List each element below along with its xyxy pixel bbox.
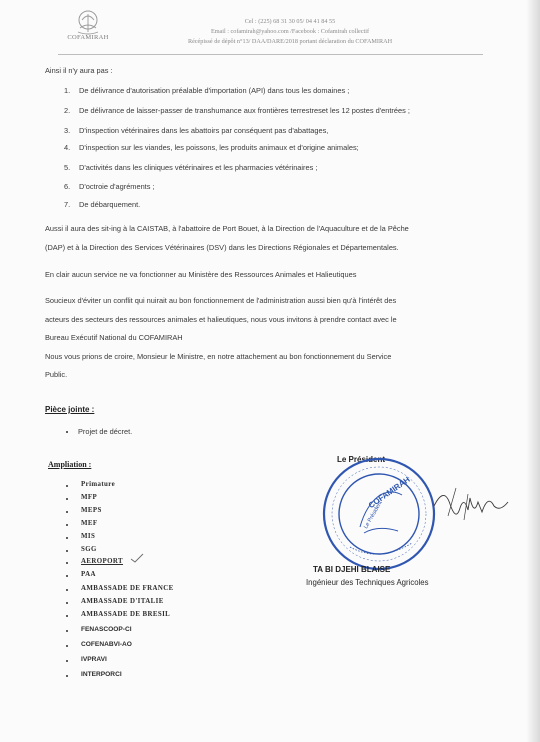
bullet-icon bbox=[66, 630, 68, 632]
header-line-email: Email : cofamirah@yahoo.com /Facebook : Cofamirah collectif bbox=[210, 28, 370, 35]
official-stamp-icon bbox=[320, 455, 438, 573]
ampliation-heading: Ampliation : bbox=[48, 460, 92, 469]
logo-text: COFAMIRAH bbox=[67, 34, 109, 41]
list-item: MFP bbox=[81, 494, 98, 501]
bullet-icon bbox=[66, 589, 68, 591]
list-number: 4. bbox=[64, 143, 71, 152]
list-item: PAA bbox=[81, 571, 96, 578]
bullet-icon bbox=[66, 602, 68, 604]
signatory-title: Ingénieur des Techniques Agricoles bbox=[306, 578, 429, 587]
list-item: D'inspection sur les viandes, les poissons, les produits animaux et d'origine animales; bbox=[79, 143, 359, 152]
list-item: IVPRAVI bbox=[81, 656, 107, 663]
list-item: AMBASSADE D'ITALIE bbox=[81, 598, 164, 605]
bullet-icon bbox=[66, 550, 68, 552]
list-item: AMBASSADE DE FRANCE bbox=[81, 585, 174, 592]
checkmark-icon bbox=[130, 553, 144, 563]
list-item: COFENABVI-AO bbox=[81, 641, 132, 648]
list-item: INTERPORCI bbox=[81, 671, 122, 678]
paragraph-line: Nous vous prions de croire, Monsieur le Ministre, en notre attachement au bon fonctionnement du Service bbox=[45, 352, 392, 361]
handwritten-signature-icon bbox=[430, 476, 510, 536]
bullet-icon bbox=[66, 511, 68, 513]
list-number: 1. bbox=[64, 86, 71, 95]
bullet-icon bbox=[66, 431, 68, 433]
paragraph-line: acteurs des secteurs des ressources animales et halieutiques, nous vous invitons à prendre contact avec le bbox=[45, 315, 397, 324]
bullet-icon bbox=[66, 562, 68, 564]
list-item: MIS bbox=[81, 533, 96, 540]
bullet-icon bbox=[66, 675, 68, 677]
stamp-text: COFAMIRAH bbox=[366, 474, 412, 511]
signatory-name: TA BI DJEHI BLAISE bbox=[313, 565, 391, 574]
intro-text: Ainsi il n'y aura pas : bbox=[45, 66, 113, 75]
list-item: AMBASSADE DE BRESIL bbox=[81, 611, 171, 618]
attachment-item: Projet de décret. bbox=[78, 427, 133, 436]
list-item: De délivrance d'autorisation préalable d'importation (API) dans tous les domaines ; bbox=[79, 86, 350, 95]
list-item: FENASCOOP-CI bbox=[81, 626, 132, 633]
header-line-receipt: Récépissé de dépôt n°13/ DAA/DARE/2018 portant déclaration du COFAMIRAH bbox=[187, 38, 393, 45]
list-item: MEPS bbox=[81, 507, 102, 514]
list-item: D'octroie d'agréments ; bbox=[79, 182, 155, 191]
paragraph-line: En clair aucun service ne va fonctionner au Ministère des Ressources Animales et Halieutiques bbox=[45, 270, 357, 279]
paragraph-line: Soucieux d'éviter un conflit qui nuirait au bon fonctionnement de l'administration aussi bien qu'à l'intérêt des bbox=[45, 296, 397, 305]
bullet-icon bbox=[66, 575, 68, 577]
list-item: D'activités dans les cliniques vétérinaires et les pharmacies vétérinaires ; bbox=[79, 163, 318, 172]
bullet-icon bbox=[66, 660, 68, 662]
list-number: 5. bbox=[64, 163, 71, 172]
header-line-phone: Cel : (225) 68 31 30 05/ 04 41 84 55 bbox=[244, 18, 336, 25]
list-number: 3. bbox=[64, 126, 71, 135]
bullet-icon bbox=[66, 524, 68, 526]
president-label: Le Président bbox=[337, 455, 386, 464]
bullet-icon bbox=[66, 485, 68, 487]
bullet-icon bbox=[66, 645, 68, 647]
page-edge-shadow bbox=[526, 0, 540, 742]
header-divider bbox=[58, 54, 483, 55]
attachments-heading: Pièce jointe : bbox=[45, 405, 95, 414]
stamp-center-text: Le Président bbox=[363, 500, 384, 530]
bullet-icon bbox=[66, 615, 68, 617]
paragraph-line: Public. bbox=[45, 370, 68, 379]
bullet-icon bbox=[66, 498, 68, 500]
list-number: 7. bbox=[64, 200, 71, 209]
list-item: D'inspection vétérinaires dans les abattoirs par conséquent pas d'abattages, bbox=[79, 126, 329, 135]
list-number: 6. bbox=[64, 182, 71, 191]
paragraph-line: Aussi il aura des sit-ing à la CAISTAB, à l'abattoire de Port Bouet, à la Direction de l'Aquaculture et de la Pêche bbox=[45, 224, 409, 233]
paragraph-line: (DAP) et à la Direction des Services Vétérinaires (DSV) dans les Directions Régionales et Départementales. bbox=[45, 243, 399, 252]
paragraph-line: Bureau Exécutif National du COFAMIRAH bbox=[45, 333, 183, 342]
list-item: MEF bbox=[81, 520, 98, 527]
list-number: 2. bbox=[64, 106, 71, 115]
list-item: De débarquement. bbox=[79, 200, 141, 209]
list-item: Primature bbox=[81, 481, 116, 488]
list-item: AEROPORT bbox=[81, 558, 124, 565]
list-item: SGG bbox=[81, 546, 97, 553]
bullet-icon bbox=[66, 537, 68, 539]
list-item: De délivrance de laisser-passer de transhumance aux frontières terrestreset les 12 postes d'entrées ; bbox=[79, 106, 410, 115]
